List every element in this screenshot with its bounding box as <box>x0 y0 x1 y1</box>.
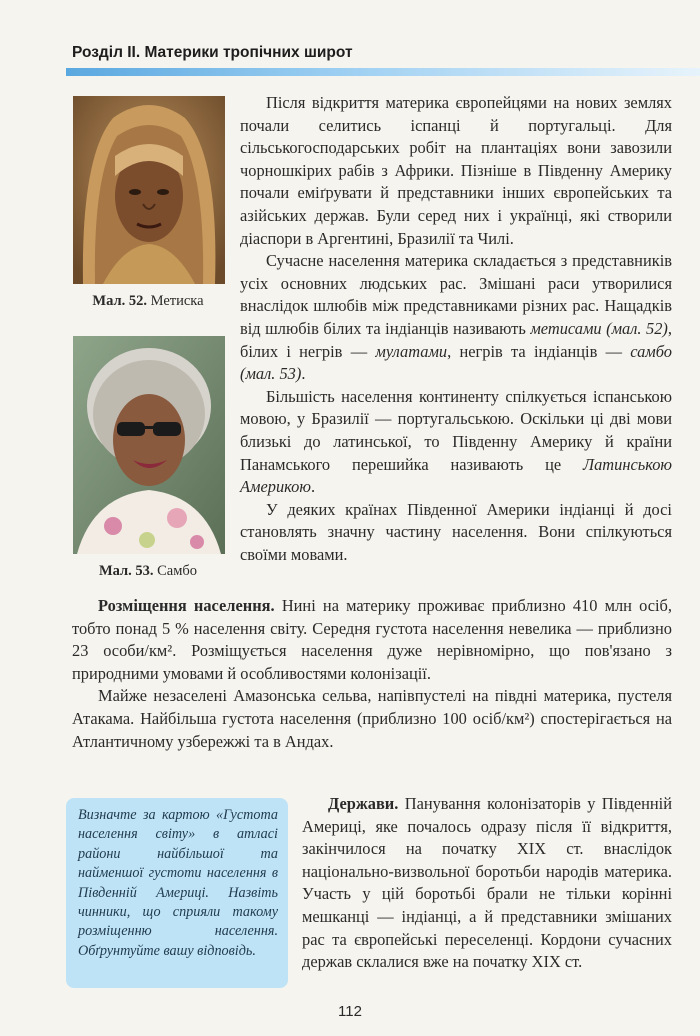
paragraph-settlement: Після відкриття материка європейцями на нових землях почали селитись іспанці й португальці. Для сільськогосподарських робіт на плантаціях вони завозили чорношкірих рабів з Африки. Пізніше в Південну Америку почали еміґрувати й представники інших європейських та азійських держав. Були серед них і українці, які створили діаспори в Аргентині, Бразилії та Чилі. <box>240 93 672 248</box>
section-header: Розділ ІІ. Материки тропічних широт <box>72 44 353 61</box>
heading-states: Держави. <box>328 794 399 813</box>
figure-53-title: Самбо <box>157 563 198 579</box>
figure-53-caption <box>60 563 236 580</box>
paragraph-states <box>302 793 672 974</box>
figure-53-image <box>73 336 225 554</box>
heading-distribution: Розміщення населення. <box>98 596 275 615</box>
task-text: Визначте за картою «Густота населення світу» в атласі райони найбільшої та найменшої густоти населення в Південній Америці. Назвіть чинники, що сприяли такому розміщенню населення. Обґрунтуйте вашу відповідь. <box>78 807 278 959</box>
header-bar <box>66 68 700 76</box>
states-column <box>302 793 672 974</box>
paragraph-density: Майже незаселені Амазонська сельва, напівпустелі на півдні материка, пустеля Атакама. Найбільша густота населення (приблизно 100 осіб/км²) спостерігається на Атлантичному узбережжі та в Андах. <box>72 686 672 751</box>
figure-52-caption <box>60 293 236 310</box>
paragraph-indigenous: У деяких країнах Південної Америки індіанці й досі становлять значну частину населення. Вони спілкуються своїми мовами. <box>240 499 672 564</box>
distribution-text: Нині на материку проживає приблизно 410 млн осіб, тобто понад 5 % населення світу. Середня густота населення невелика — приблизно 23 особи/км². Розміщується населення дуже нерівномірно, що пов'язано з природними умовами й особливостями колонізації. <box>72 596 672 683</box>
paragraph-distribution <box>72 595 672 685</box>
races-text-c: , негрів та індіанців — <box>447 341 631 361</box>
paragraph-languages <box>240 386 672 499</box>
term-metysy: метисами (мал. 52) <box>530 318 668 338</box>
races-text-d: . <box>301 364 306 384</box>
races-text-b: , білих і негрів — <box>240 318 672 361</box>
figure-52-label: Мал. 52. <box>92 293 147 309</box>
figure-52-title: Метиска <box>150 293 204 309</box>
figure-53-label: Мал. 53. <box>98 563 154 579</box>
text-column <box>240 92 672 566</box>
term-latin-america: Латинською Америкою <box>240 454 672 497</box>
states-text: Панування колонізаторів у Південній Америці, яке почалось одразу після її відкриття, закінчилося на початку XIX ст. внаслідок національно-визвольної боротьби народів материка. Участь у цій боротьбі брали не тільки корінні мешканці — індіанці, а й представники змішаних рас та європейські переселенці. Кордони сучасних держав склалися вже на початку XIX ст. <box>302 794 672 972</box>
term-sambo: самбо (мал. 53) <box>240 341 672 384</box>
term-mulaty: мулатами <box>375 341 448 361</box>
full-width-text <box>72 595 672 753</box>
paragraph-races <box>240 250 672 386</box>
figure-52-image <box>73 96 225 284</box>
languages-text-b: . <box>310 477 316 497</box>
page-number: 112 <box>338 1003 362 1020</box>
races-text-a: Сучасне населення материка складається з представників усіх основних людських рас. Змішані раси утворилися внаслідок шлюбів між представниками різних рас. Нащадків від шлюбів білих та індіанців називають <box>240 251 672 338</box>
languages-text-a: Більшість населення континенту спілкується іспанською мовою, у Бразилії — португальською. Оскільки ці дві мови близькі до латинської, то Південну Америку й країни Панамського перешийка називають це <box>240 386 672 474</box>
